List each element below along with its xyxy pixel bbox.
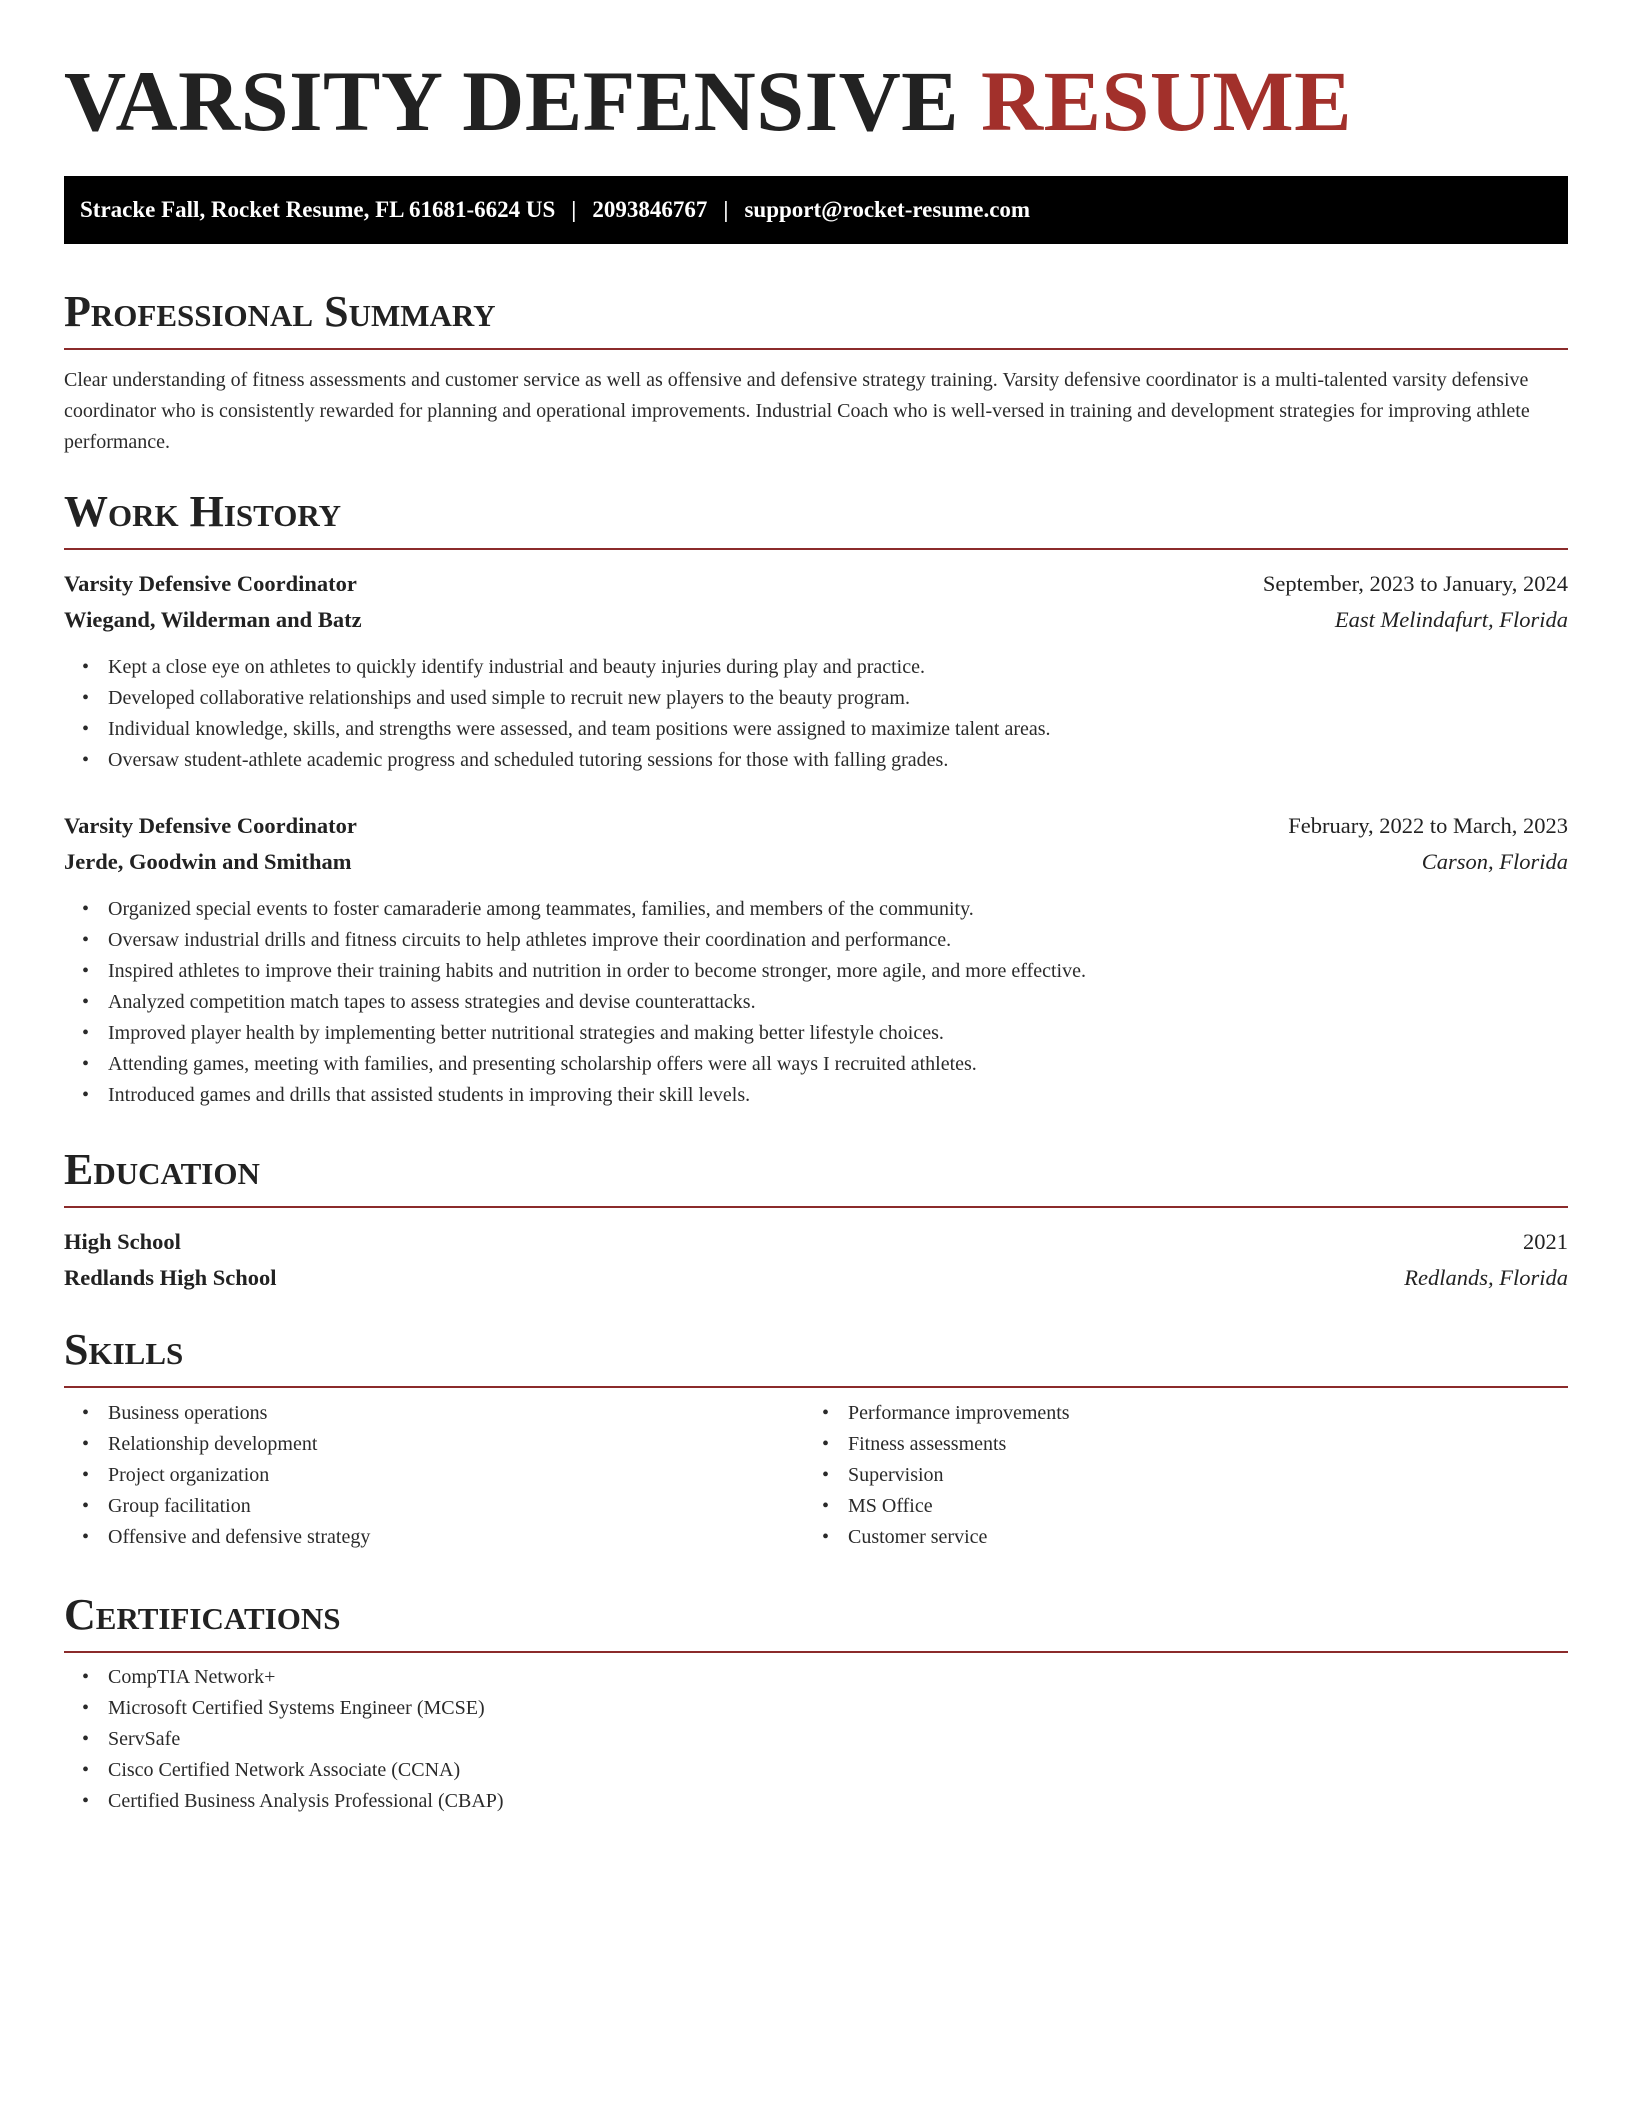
work-history-heading: Work History — [64, 490, 1568, 550]
education-degree-row — [64, 1224, 1568, 1260]
skills-list-right — [848, 1398, 1070, 1553]
job-company-row — [64, 602, 1568, 638]
contact-bar — [64, 176, 1568, 244]
education-heading: Education — [64, 1148, 1568, 1208]
list-item: • Oversaw industrial drills and fitness circuits to help athletes improve their coordination and performance. — [108, 925, 1086, 956]
education-year: 2021 — [1523, 1229, 1568, 1254]
title-accent: RESUME — [981, 53, 1352, 149]
job-header-row — [64, 566, 1568, 602]
list-item: • Organized special events to foster camaraderie among teammates, families, and members of the community. — [108, 894, 1086, 925]
skill-item: • Supervision — [848, 1460, 1070, 1491]
job-bullet-list — [108, 652, 1051, 776]
certification-item: • Microsoft Certified Systems Engineer (MCSE) — [108, 1693, 504, 1724]
contact-email: support@rocket-resume.com — [744, 197, 1031, 222]
certification-item: • Cisco Certified Network Associate (CCNA) — [108, 1755, 504, 1786]
job-company: Wiegand, Wilderman and Batz — [64, 607, 362, 632]
skill-item: • Relationship development — [108, 1429, 370, 1460]
skill-item: • Group facilitation — [108, 1491, 370, 1522]
certification-item: • Certified Business Analysis Professional (CBAP) — [108, 1786, 504, 1817]
list-item: • Developed collaborative relationships and used simple to recruit new players to the beauty program. — [108, 683, 1051, 714]
job-dates: September, 2023 to January, 2024 — [1262, 571, 1568, 596]
contact-separator: | — [571, 197, 577, 222]
job-title: Varsity Defensive Coordinator — [64, 813, 357, 838]
skills-list-left — [108, 1398, 370, 1553]
summary-text: Clear understanding of fitness assessments and customer service as well as offensive and defensive strategy training. Varsity defensive coordinator is a multi-talented varsity defensive coordinator who is consistently rewarded for planning and operational improvements. Industrial Coach who is well-versed in training and development strategies for improving athlete performance. — [64, 369, 1530, 453]
job-company: Jerde, Goodwin and Smitham — [64, 849, 352, 874]
list-item: • Oversaw student-athlete academic progress and scheduled tutoring sessions for those with falling grades. — [108, 745, 1051, 776]
resume-title — [64, 53, 1352, 149]
skill-item: • Fitness assessments — [848, 1429, 1070, 1460]
job-header-row — [64, 808, 1568, 844]
certifications-list — [108, 1662, 504, 1817]
education-degree: High School — [64, 1229, 181, 1254]
list-item: • Individual knowledge, skills, and strengths were assessed, and team positions were assigned to maximize talent areas. — [108, 714, 1051, 745]
skill-item: • MS Office — [848, 1491, 1070, 1522]
skill-item: • Performance improvements — [848, 1398, 1070, 1429]
job-title: Varsity Defensive Coordinator — [64, 571, 357, 596]
skill-item: • Business operations — [108, 1398, 370, 1429]
contact-address: Stracke Fall, Rocket Resume, FL 61681-6624 US — [80, 197, 556, 222]
certification-item: • CompTIA Network+ — [108, 1662, 504, 1693]
education-school: Redlands High School — [64, 1265, 277, 1290]
contact-separator: | — [723, 197, 729, 222]
job-bullet-list — [108, 894, 1086, 1111]
job-location: Carson, Florida — [1421, 849, 1568, 874]
list-item: • Kept a close eye on athletes to quickly identify industrial and beauty injuries during play and practice. — [108, 652, 1051, 683]
skills-heading: Skills — [64, 1328, 1568, 1388]
contact-phone: 2093846767 — [592, 197, 708, 222]
list-item: • Attending games, meeting with families, and presenting scholarship offers were all ways I recruited athletes. — [108, 1049, 1086, 1080]
job-dates: February, 2022 to March, 2023 — [1288, 813, 1568, 838]
list-item: • Introduced games and drills that assisted students in improving their skill levels. — [108, 1080, 1086, 1111]
job-location: East Melindafurt, Florida — [1334, 607, 1568, 632]
job-company-row — [64, 844, 1568, 880]
education-location: Redlands, Florida — [1404, 1265, 1568, 1290]
skill-item: • Project organization — [108, 1460, 370, 1491]
title-main: VARSITY DEFENSIVE — [64, 53, 960, 149]
certifications-heading: Certifications — [64, 1593, 1568, 1653]
skill-item: • Offensive and defensive strategy — [108, 1522, 370, 1553]
education-school-row — [64, 1260, 1568, 1296]
certification-item: • ServSafe — [108, 1724, 504, 1755]
list-item: • Analyzed competition match tapes to assess strategies and devise counterattacks. — [108, 987, 1086, 1018]
list-item: • Inspired athletes to improve their training habits and nutrition in order to become stronger, more agile, and more effective. — [108, 956, 1086, 987]
summary-heading: Professional Summary — [64, 290, 1568, 350]
skill-item: • Customer service — [848, 1522, 1070, 1553]
list-item: • Improved player health by implementing better nutritional strategies and making better lifestyle choices. — [108, 1018, 1086, 1049]
